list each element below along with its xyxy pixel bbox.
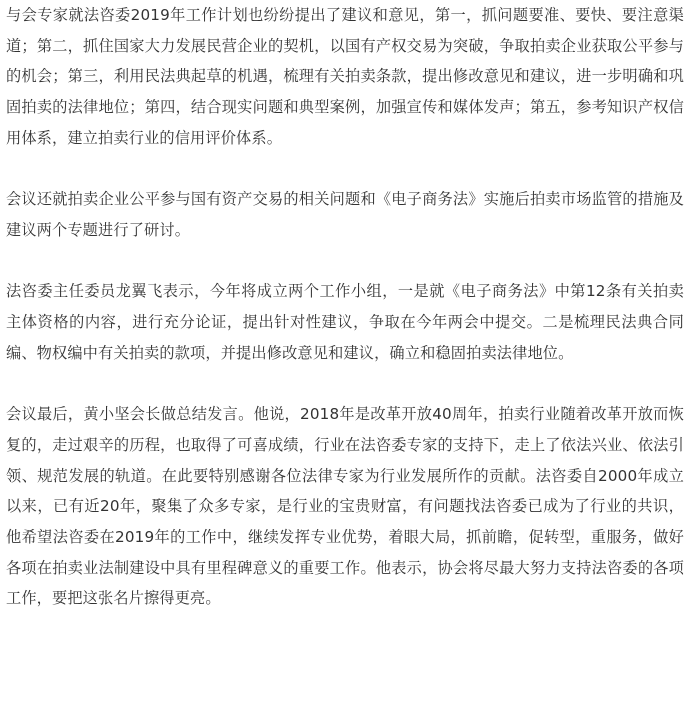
paragraph-spacer [6, 368, 684, 399]
paragraph-working-groups: 法咨委主任委员龙翼飞表示，今年将成立两个工作小组，一是就《电子商务法》中第12条有关拍卖主体资格的内容，进行充分论证，提出针对性建议，争取在今年两会中提交。二是梳理民法典合同编、物权编中有关拍卖的款项，并提出修改意见和建议，确立和稳固拍卖法律地位。 [6, 282, 684, 362]
paragraph-closing-speech: 会议最后，黄小坚会长做总结发言。他说，2018年是改革开放40周年，拍卖行业随着改革开放而恢复的，走过艰辛的历程，也取得了可喜成绩，行业在法咨委专家的支持下，走上了依法兴业、依法引领、规范发展的轨道。在此要特别感谢各位法律专家为行业发展所作的贡献。法咨委自2000年成立以来，已有近20年，聚集了众多专家，是行业的宝贵财富，有问题找法咨委已成为了行业的共识，他希望法咨委在2019年的工作中，继续发挥专业优势，着眼大局，抓前瞻，促转型，重服务，做好各项在拍卖业法制建设中具有里程碑意义的重要工作。他表示，协会将尽最大努力支持法咨委的各项工作，要把这张名片擦得更亮。 [6, 405, 684, 608]
paragraph-seminar-topics: 会议还就拍卖企业公平参与国有资产交易的相关问题和《电子商务法》实施后拍卖市场监管的措施及建议两个专题进行了研讨。 [6, 190, 684, 239]
paragraph-work-plan-suggestions: 与会专家就法咨委2019年工作计划也纷纷提出了建议和意见，第一，抓问题要准、要快、要注意渠道；第二，抓住国家大力发展民营企业的契机，以国有产权交易为突破，争取拍卖企业获取公平参与的机会；第三，利用民法典起草的机遇，梳理有关拍卖条款，提出修改意见和建议，进一步明确和巩固拍卖的法律地位；第四，结合现实问题和典型案例，加强宣传和媒体发声；第五，参考知识产权信用体系，建立拍卖行业的信用评价体系。 [6, 6, 684, 147]
article-body [6, 0, 684, 614]
paragraph-spacer [6, 154, 684, 185]
paragraph-spacer [6, 246, 684, 277]
